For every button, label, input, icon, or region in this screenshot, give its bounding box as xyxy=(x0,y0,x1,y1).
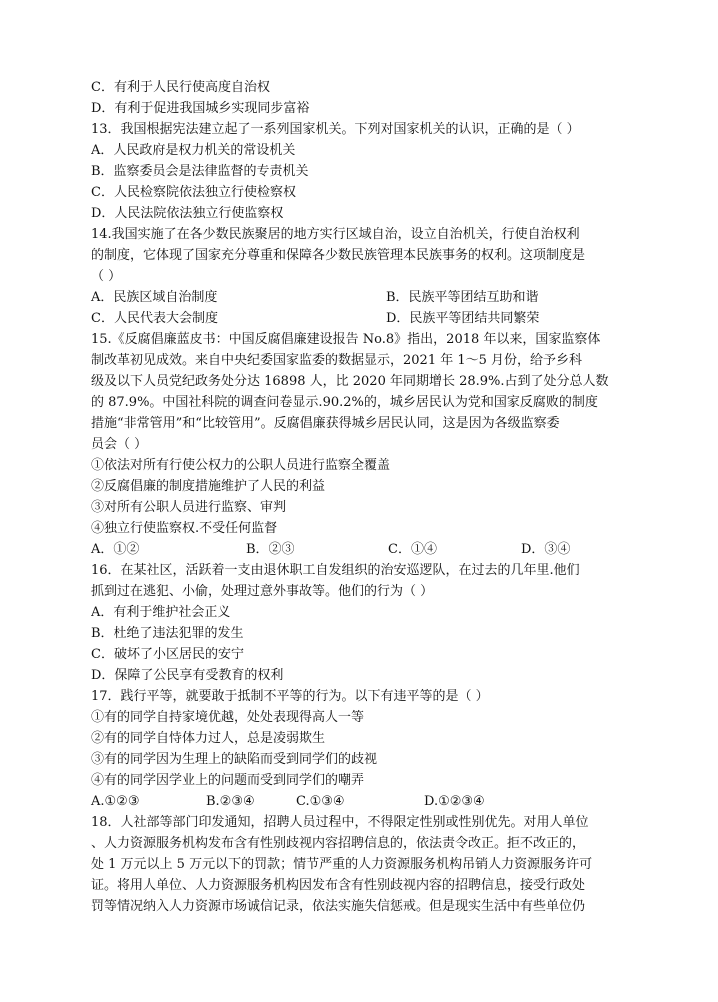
q18-stem-line-3: 处 1 万元以上 5 万元以下的罚款；情节严重的人力资源服务机构吊销人力资源服务许可 xyxy=(91,857,593,872)
q17-option-a: A.①②③ xyxy=(91,794,140,809)
q15-option-d: D．③④ xyxy=(521,542,571,557)
q18-stem-line-4: 证。将用人单位、人力资源服务机构因发布含有性别歧视内容的招聘信息，接受行政处 xyxy=(91,878,586,893)
q14-option-c: C．人民代表大会制度 xyxy=(91,311,218,326)
q15-options xyxy=(91,540,631,560)
q15-stem-line-6: 员会（ ） xyxy=(91,437,148,452)
q18-stem-line-2: 、人力资源服务机构发布含有性别歧视内容招聘信息的，依法责令改正。拒不改正的， xyxy=(91,836,586,851)
q13-option-c: C．人民检察院依法独立行使检察权 xyxy=(91,185,296,200)
q17-statement-1: ①有的同学自持家境优越，处处表现得高人一等 xyxy=(91,710,365,725)
q17-option-b: B.②③④ xyxy=(206,794,255,809)
q15-stem-line-2: 制改革初见成效。来自中央纪委国家监委的数据显示，2021 年 1～5 月份，给予乡科 xyxy=(91,353,583,368)
q15-stem-line-1: 15.《反腐倡廉蓝皮书：中国反腐倡廉建设报告 No.8》指出，2018 年以来，国家监察体 xyxy=(91,332,601,347)
q14-stem-line-1: 14.我国实施了在各少数民族聚居的地方实行区域自治，设立自治机关，行使自治权利 xyxy=(91,227,580,242)
q15-statement-2: ②反腐倡廉的制度措施维护了人民的利益 xyxy=(91,479,326,494)
q17-stem: 17．践行平等，就要敢于抵制不平等的行为。以下有违平等的是（ ） xyxy=(91,689,489,704)
q16-option-c: C．破坏了小区居民的安宁 xyxy=(91,647,244,662)
q14-options-row-2 xyxy=(91,309,631,329)
q14-option-a: A．民族区域自治制度 xyxy=(91,290,218,305)
q15-option-b: B．②③ xyxy=(246,542,295,557)
q17-options xyxy=(91,792,631,812)
q16-option-d: D．保障了公民享有受教育的权利 xyxy=(91,668,284,683)
q15-statement-1: ①依法对所有行使公权力的公职人员进行监察全覆盖 xyxy=(91,458,391,473)
q13-option-d: D．人民法院依法独立行使监察权 xyxy=(91,206,284,221)
q13-stem: 13．我国根据宪法建立起了一系列国家机关。下列对国家机关的认识，正确的是（ ） xyxy=(91,122,580,137)
q17-option-c: C.①③④ xyxy=(296,794,345,809)
q17-statement-3: ③有的同学因为生理上的缺陷而受到同学们的歧视 xyxy=(91,752,378,767)
q15-stem-line-3: 级及以下人员党纪政务处分达 16898 人，比 2020 年同期增长 28.9%.占到了处分总人数 xyxy=(91,374,609,389)
q15-option-a: A．①② xyxy=(91,542,140,557)
q14-option-d: D．民族平等团结共同繁荣 xyxy=(386,311,540,326)
q15-statement-4: ④独立行使监察权.不受任何监督 xyxy=(91,521,278,536)
q16-option-b: B．杜绝了违法犯罪的发生 xyxy=(91,626,244,641)
q13-option-a: A．人民政府是权力机关的常设机关 xyxy=(91,143,296,158)
q14-stem-line-3: （ ） xyxy=(91,269,122,284)
q14-options-row-1 xyxy=(91,288,631,308)
q17-option-d: D.①②③④ xyxy=(424,794,485,809)
q17-statement-2: ②有的同学自恃体力过人，总是凌弱欺生 xyxy=(91,731,326,746)
q15-statement-3: ③对所有公职人员进行监察、审判 xyxy=(91,500,287,515)
q18-stem-line-5: 罚等情况纳入人力资源市场诚信记录，依法实施失信惩戒。但是现实生活中有些单位仍 xyxy=(91,899,586,914)
q15-stem-line-4: 的 87.9%。中国社科院的调查问卷显示.90.2%的，城乡居民认为党和国家反腐败的制度 xyxy=(91,395,598,410)
q13-option-b: B．监察委员会是法律监督的专责机关 xyxy=(91,164,309,179)
q12-option-d: D．有利于促进我国城乡实现同步富裕 xyxy=(91,101,310,116)
q15-option-c: C．①④ xyxy=(388,542,437,557)
q17-statement-4: ④有的同学因学业上的问题而受到同学们的嘲弄 xyxy=(91,773,365,788)
q16-stem-line-2: 抓到过在逃犯、小偷，处理过意外事故等。他们的行为（ ） xyxy=(91,584,434,599)
q14-stem-line-2: 的制度，它体现了国家充分尊重和保障各少数民族管理本民族事务的权利。这项制度是 xyxy=(91,248,586,263)
q18-stem-line-1: 18．人社部等部门印发通知，招聘人员过程中，不得限定性别或性别优先。对用人单位 xyxy=(91,815,589,830)
q12-option-c: C．有利于人民行使高度自治权 xyxy=(91,80,270,95)
q16-option-a: A．有利于维护社会正义 xyxy=(91,605,231,620)
q16-stem-line-1: 16．在某社区，活跃着一支由退休职工自发组织的治安巡逻队，在过去的几年里.他们 xyxy=(91,563,580,578)
q15-stem-line-5: 措施“非常管用”和“比较管用”。反腐倡廉获得城乡居民认同，这是因为各级监察委 xyxy=(91,416,560,431)
q14-option-b: B．民族平等团结互助和谐 xyxy=(386,290,539,305)
